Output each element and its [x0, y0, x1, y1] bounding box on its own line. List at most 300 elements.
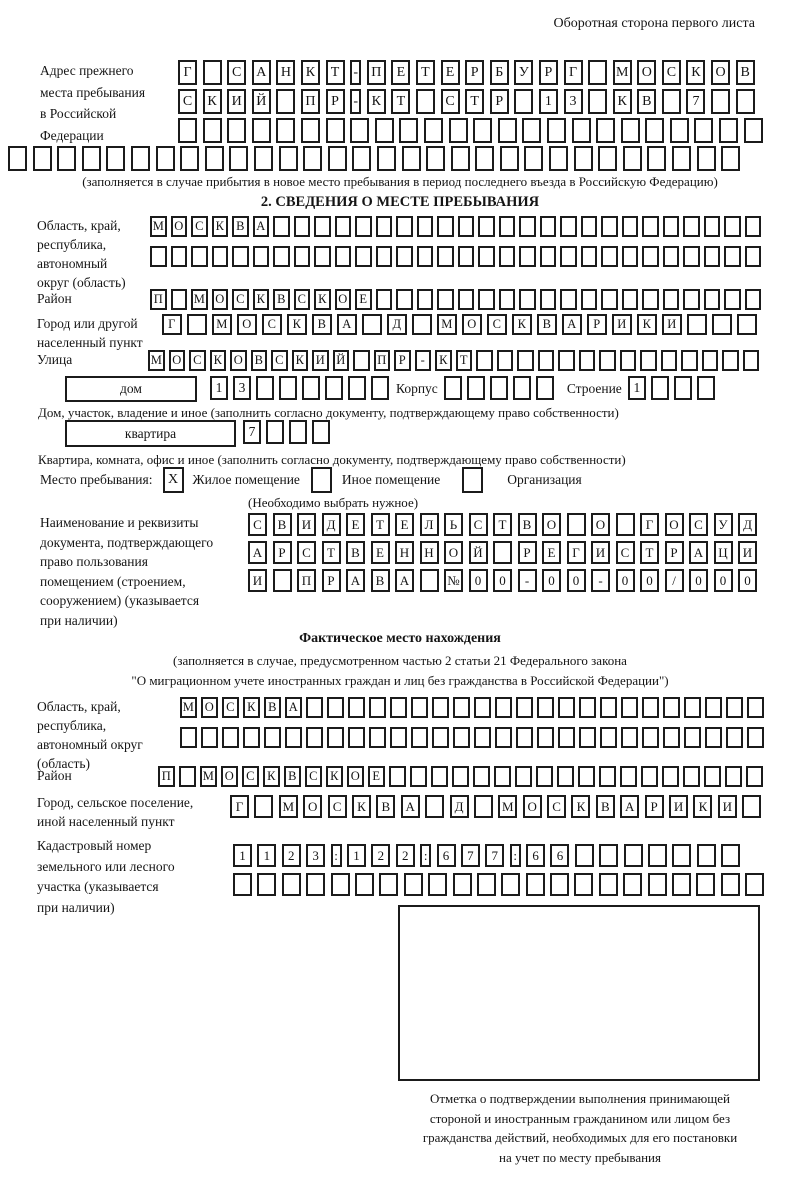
char-cell-filled: Т [465, 89, 484, 114]
char-cell-filled: Р [539, 60, 558, 85]
char-cell-empty [428, 873, 447, 896]
char-cell-filled: С [616, 541, 635, 564]
previous-address-footnote: (заполняется в случае прибытия в новое место пребывания в период последнего въезда в Российскую Федерацию) [82, 174, 718, 189]
char-cell-empty [549, 146, 568, 171]
char-cell-filled: О [201, 697, 218, 718]
house-row [65, 376, 720, 402]
char-cell-empty [276, 118, 295, 143]
char-cell-empty [432, 727, 449, 748]
char-cell-filled: И [312, 350, 329, 371]
char-cell-filled: Р [326, 89, 345, 114]
char-cell-filled: 1 [233, 844, 252, 867]
text-line: в Российской [40, 106, 117, 121]
char-cell-empty [453, 873, 472, 896]
char-cell-empty [171, 246, 188, 267]
char-cell-empty [704, 289, 721, 310]
char-cell-empty [696, 873, 715, 896]
char-cell-filled: О [169, 350, 186, 371]
char-cell-filled: И [248, 569, 267, 592]
char-cell-empty [410, 766, 427, 787]
char-cell-filled: А [252, 60, 271, 85]
char-cell-empty [314, 246, 331, 267]
char-cell-empty [522, 118, 541, 143]
char-cell-empty [558, 350, 575, 371]
char-cell-empty [683, 766, 700, 787]
char-cell-empty [575, 844, 594, 867]
char-cell-filled: М [148, 350, 165, 371]
fact-district-label: Район [37, 768, 72, 783]
char-cell-empty [579, 350, 596, 371]
char-cell-filled: Й [333, 350, 350, 371]
previous-address-label [40, 60, 178, 146]
char-cell-empty [273, 569, 292, 592]
char-cell-empty [232, 246, 249, 267]
char-cell-filled: М [212, 314, 232, 335]
char-cell-empty [683, 246, 700, 267]
char-cell-filled: 7 [243, 420, 261, 444]
char-cell-filled: : [331, 844, 342, 867]
char-cell-filled: Е [441, 60, 460, 85]
char-cell-empty [745, 289, 762, 310]
char-cell-empty [331, 873, 350, 896]
char-cell-empty [620, 350, 637, 371]
text-line: Область, край, [37, 218, 121, 233]
char-cell-filled: Н [395, 541, 414, 564]
char-cell-empty [722, 350, 739, 371]
region-row-1 [150, 216, 765, 237]
char-cell-empty [497, 350, 514, 371]
char-cell-empty [458, 216, 475, 237]
char-cell-empty [663, 697, 680, 718]
text-line: гражданства действий, необходимых для его постановки [422, 1130, 738, 1145]
text-line: при наличии) [37, 899, 115, 915]
char-cell-empty [348, 376, 366, 400]
char-cell-empty [540, 216, 557, 237]
char-cell-empty [325, 376, 343, 400]
actual-location-title: Фактическое место нахождения [299, 631, 501, 646]
char-cell-empty [490, 376, 508, 400]
text-line: республика, [37, 237, 107, 252]
char-cell-empty [721, 146, 740, 171]
char-cell-filled: : [510, 844, 521, 867]
char-cell-filled: С [297, 541, 316, 564]
char-cell-empty [203, 118, 222, 143]
char-cell-empty [501, 873, 520, 896]
char-cell-empty [670, 118, 689, 143]
char-cell-empty [704, 216, 721, 237]
char-cell-empty [376, 289, 393, 310]
char-cell-filled: С [248, 513, 267, 536]
char-cell-filled: А [689, 541, 708, 564]
char-cell-filled: С [441, 89, 460, 114]
char-cell-empty [524, 146, 543, 171]
char-cell-filled: 1 [210, 376, 228, 400]
char-cell-empty [180, 727, 197, 748]
char-cell-empty [513, 376, 531, 400]
char-cell-empty [645, 118, 664, 143]
char-cell-empty [642, 246, 659, 267]
char-cell-empty [499, 246, 516, 267]
text-line: при наличии) [40, 612, 118, 628]
char-cell-empty [500, 146, 519, 171]
char-cell-filled: 3 [306, 844, 325, 867]
char-cell-empty [222, 727, 239, 748]
char-cell-empty [417, 246, 434, 267]
char-cell-empty [540, 246, 557, 267]
char-cell-empty [581, 289, 598, 310]
char-cell-filled: - [591, 569, 610, 592]
structure-row [628, 376, 720, 400]
char-cell-empty [599, 766, 616, 787]
char-cell-filled: А [395, 569, 414, 592]
char-cell-empty [694, 118, 713, 143]
char-cell-filled: 1 [628, 376, 646, 400]
other-premises-checkbox [311, 467, 332, 493]
text-line: "О миграционном учете иностранных граждан и лиц без гражданства в Российской Федерации") [131, 673, 669, 688]
char-cell-filled: Р [665, 541, 684, 564]
char-cell-empty [621, 118, 640, 143]
char-cell-filled: Д [387, 314, 407, 335]
char-cell-filled: 6 [437, 844, 456, 867]
char-cell-filled: Т [640, 541, 659, 564]
char-cell-empty [201, 727, 218, 748]
char-cell-empty [475, 146, 494, 171]
char-cell-empty [375, 118, 394, 143]
char-cell-empty [674, 376, 692, 400]
ownership-document-rows [248, 513, 763, 592]
street-row [148, 350, 763, 371]
char-cell-empty [672, 873, 691, 896]
char-cell-filled: В [273, 289, 290, 310]
char-cell-filled: О [542, 513, 561, 536]
text-line: помещением (строением, [40, 573, 186, 589]
char-cell-filled: Е [395, 513, 414, 536]
page-side-note: Оборотная сторона первого листа [553, 16, 755, 31]
char-cell-empty [624, 844, 643, 867]
char-cell-filled: Н [276, 60, 295, 85]
char-cell-filled: О [444, 541, 463, 564]
char-cell-filled: К [571, 795, 590, 818]
char-cell-empty [662, 766, 679, 787]
char-cell-empty [588, 60, 607, 85]
char-cell-empty [431, 766, 448, 787]
char-cell-filled: А [253, 216, 270, 237]
char-cell-empty [390, 697, 407, 718]
char-cell-filled: Е [542, 541, 561, 564]
char-cell-empty [273, 216, 290, 237]
char-cell-filled: К [637, 314, 657, 335]
char-cell-empty [601, 216, 618, 237]
char-cell-empty [515, 766, 532, 787]
char-cell-empty [306, 697, 323, 718]
char-cell-filled: О [665, 513, 684, 536]
fact-region-label [37, 697, 180, 773]
structure-label: Строение [566, 381, 622, 396]
char-cell-empty [724, 289, 741, 310]
text-line: участка (указывается [37, 879, 159, 894]
char-cell-empty [622, 289, 639, 310]
char-cell-filled: У [514, 60, 533, 85]
char-cell-empty [150, 246, 167, 267]
char-cell-empty [432, 697, 449, 718]
text-line: Город, сельское поселение, [37, 795, 194, 810]
char-cell-filled: С [547, 795, 566, 818]
char-cell-filled: 0 [738, 569, 757, 592]
char-cell-filled: 7 [485, 844, 504, 867]
char-cell-empty [494, 766, 511, 787]
previous-address-rows [178, 60, 768, 143]
char-cell-filled: С [689, 513, 708, 536]
text-line: право пользования [40, 554, 148, 570]
char-cell-filled: С [305, 766, 322, 787]
char-cell-empty [495, 697, 512, 718]
text-line: округ (область) [37, 275, 126, 290]
ownership-document-field [40, 513, 763, 631]
char-cell-filled: Р [645, 795, 664, 818]
char-cell-empty [314, 216, 331, 237]
char-cell-filled: А [285, 697, 302, 718]
char-cell-filled: 0 [542, 569, 561, 592]
char-cell-empty [600, 697, 617, 718]
char-cell-filled: О [591, 513, 610, 536]
char-cell-filled: В [232, 216, 249, 237]
char-cell-empty [601, 289, 618, 310]
char-cell-filled: Т [456, 350, 473, 371]
char-cell-filled: Г [640, 513, 659, 536]
char-cell-empty [581, 246, 598, 267]
char-cell-empty [437, 289, 454, 310]
char-cell-empty [478, 246, 495, 267]
char-cell-empty [684, 697, 701, 718]
char-cell-empty [726, 697, 743, 718]
char-cell-empty [560, 216, 577, 237]
text-line: Кадастровый номер [37, 838, 152, 853]
char-cell-empty [600, 727, 617, 748]
char-cell-empty [416, 89, 435, 114]
char-cell-empty [437, 246, 454, 267]
char-cell-empty [458, 246, 475, 267]
char-cell-empty [742, 795, 761, 818]
char-cell-filled: М [191, 289, 208, 310]
char-cell-empty [737, 314, 757, 335]
cadastral-row-2 [233, 873, 770, 896]
char-cell-filled: И [718, 795, 737, 818]
char-cell-empty [495, 727, 512, 748]
fact-region-rows [180, 697, 768, 748]
char-cell-filled: В [312, 314, 332, 335]
char-cell-filled: 0 [640, 569, 659, 592]
char-cell-empty [641, 766, 658, 787]
char-cell-filled: К [693, 795, 712, 818]
char-cell-filled: В [251, 350, 268, 371]
char-cell-filled: С [294, 289, 311, 310]
char-cell-empty [744, 118, 763, 143]
char-cell-empty [598, 146, 617, 171]
text-line: Наименование и реквизиты [40, 515, 199, 530]
char-cell-empty [746, 766, 763, 787]
ownership-document-label [40, 513, 248, 631]
char-cell-filled: У [714, 513, 733, 536]
char-cell-empty [478, 216, 495, 237]
char-cell-filled: 1 [539, 89, 558, 114]
char-cell-filled: / [665, 569, 684, 592]
text-line: места пребывания [40, 84, 146, 100]
char-cell-empty [326, 118, 345, 143]
char-cell-empty [719, 118, 738, 143]
char-cell-empty [648, 844, 667, 867]
char-cell-empty [578, 766, 595, 787]
char-cell-empty [721, 873, 740, 896]
char-cell-filled: В [736, 60, 755, 85]
char-cell-filled: Р [322, 569, 341, 592]
char-cell-filled: Р [394, 350, 411, 371]
char-cell-filled: Д [738, 513, 757, 536]
char-cell-empty [444, 376, 462, 400]
char-cell-empty [599, 844, 618, 867]
char-cell-empty [279, 376, 297, 400]
char-cell-empty [467, 376, 485, 400]
char-cell-empty [538, 350, 555, 371]
char-cell-filled: С [191, 216, 208, 237]
char-cell-empty [579, 727, 596, 748]
char-cell-filled: Е [371, 541, 390, 564]
dwelling-label: Жилое помещение [192, 472, 300, 487]
char-cell-empty [474, 727, 491, 748]
char-cell-empty [473, 766, 490, 787]
char-cell-empty [499, 216, 516, 237]
text-line: автономный округ [37, 737, 143, 752]
char-cell-filled: С [469, 513, 488, 536]
city-row [162, 314, 762, 335]
char-cell-filled: М [180, 697, 197, 718]
char-cell-empty [289, 420, 307, 444]
char-cell-empty [379, 873, 398, 896]
char-cell-empty [747, 727, 764, 748]
char-cell-empty [711, 89, 730, 114]
char-cell-filled: Д [322, 513, 341, 536]
char-cell-empty [599, 350, 616, 371]
fact-city-label [37, 793, 230, 831]
char-cell-filled: О [462, 314, 482, 335]
char-cell-empty [519, 216, 536, 237]
actual-location-footnote [0, 651, 800, 691]
text-line: Область, край, [37, 699, 121, 714]
char-cell-filled: П [150, 289, 167, 310]
char-cell-empty [616, 513, 635, 536]
char-cell-empty [705, 727, 722, 748]
char-cell-empty [697, 844, 716, 867]
char-cell-empty [276, 89, 295, 114]
char-cell-filled: А [337, 314, 357, 335]
char-cell-empty [205, 146, 224, 171]
char-cell-empty [745, 246, 762, 267]
char-cell-empty [516, 727, 533, 748]
organization-checkbox [462, 467, 483, 493]
char-cell-filled: С [232, 289, 249, 310]
city-field [37, 314, 762, 352]
char-cell-filled: Т [416, 60, 435, 85]
char-cell-empty [191, 246, 208, 267]
char-cell-filled: П [301, 89, 320, 114]
cadastral-number-label [37, 836, 233, 918]
char-cell-empty [599, 873, 618, 896]
apartment-row [65, 420, 335, 447]
char-cell-filled: И [738, 541, 757, 564]
char-cell-empty [371, 376, 389, 400]
char-cell-empty [273, 246, 290, 267]
char-cell-filled: 6 [526, 844, 545, 867]
char-cell-filled: Ь [444, 513, 463, 536]
char-cell-empty [596, 118, 615, 143]
fact-region-row-1 [180, 697, 768, 718]
char-cell-empty [473, 118, 492, 143]
char-cell-empty [396, 216, 413, 237]
text-line: иной населенный пункт [37, 814, 175, 829]
char-cell-filled: В [518, 513, 537, 536]
char-cell-empty [516, 697, 533, 718]
char-cell-empty [647, 146, 666, 171]
document-row-2 [248, 541, 763, 564]
char-cell-filled: Е [346, 513, 365, 536]
char-cell-filled: С [271, 350, 288, 371]
char-cell-filled: 3 [233, 376, 251, 400]
char-cell-empty [252, 118, 271, 143]
char-cell-empty [663, 246, 680, 267]
char-cell-empty [377, 146, 396, 171]
char-cell-empty [254, 146, 273, 171]
fact-region-row-2 [180, 727, 768, 748]
char-cell-filled: М [498, 795, 517, 818]
char-cell-filled: О [303, 795, 322, 818]
char-cell-filled: К [292, 350, 309, 371]
char-cell-empty [404, 873, 423, 896]
char-cell-filled: И [612, 314, 632, 335]
char-cell-empty [702, 350, 719, 371]
char-cell-filled: С [227, 60, 246, 85]
char-cell-empty [301, 118, 320, 143]
char-cell-empty [623, 873, 642, 896]
address-row-2 [178, 89, 768, 114]
char-cell-empty [712, 314, 732, 335]
char-cell-filled: П [374, 350, 391, 371]
char-cell-filled: Р [273, 541, 292, 564]
region-row-2 [150, 246, 765, 267]
char-cell-empty [517, 350, 534, 371]
char-cell-empty [724, 246, 741, 267]
char-cell-filled: С [328, 795, 347, 818]
char-cell-empty [180, 146, 199, 171]
char-cell-filled: В [637, 89, 656, 114]
fact-region-field [37, 697, 768, 773]
document-row-3 [248, 569, 763, 592]
district-label: Район [37, 291, 72, 306]
char-cell-empty [306, 727, 323, 748]
apartment-label-box: квартира [65, 420, 236, 447]
char-cell-empty [233, 873, 252, 896]
char-cell-empty [663, 289, 680, 310]
char-cell-filled: М [437, 314, 457, 335]
char-cell-empty [642, 697, 659, 718]
char-cell-empty [396, 289, 413, 310]
char-cell-filled: Е [391, 60, 410, 85]
char-cell-empty [256, 376, 274, 400]
char-cell-filled: В [596, 795, 615, 818]
char-cell-filled: К [301, 60, 320, 85]
char-cell-filled: Е [368, 766, 385, 787]
char-cell-empty [642, 289, 659, 310]
char-cell-empty [187, 314, 207, 335]
text-line: (заполняется в случае, предусмотренном частью 2 статьи 21 Федерального закона [173, 653, 627, 668]
